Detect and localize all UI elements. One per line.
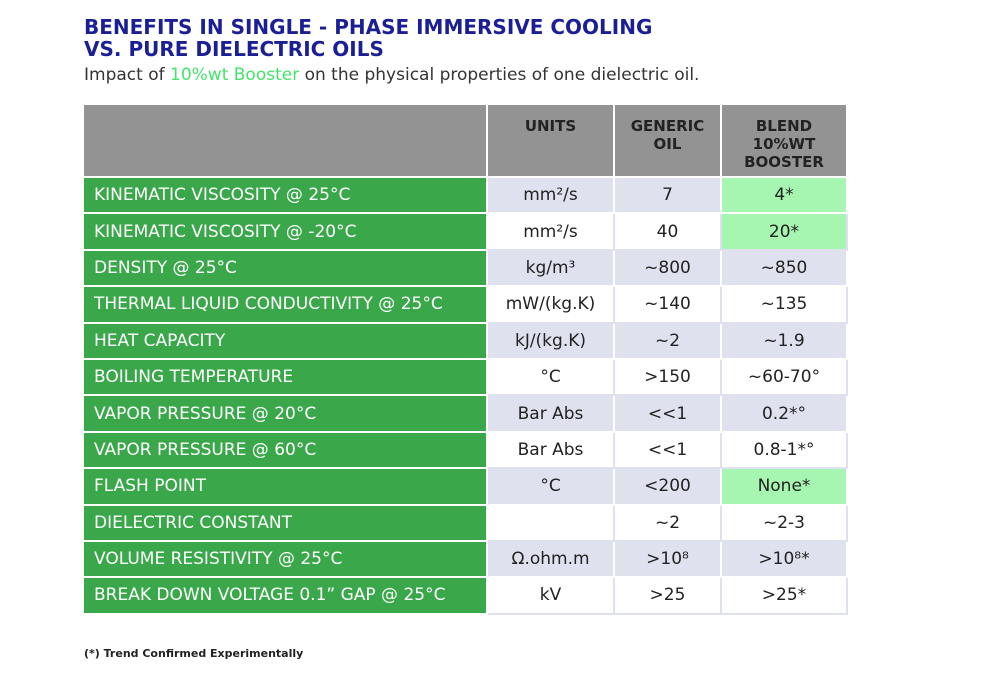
header-generic-oil bbox=[614, 105, 721, 177]
header-generic-oil-line: GENERIC bbox=[630, 117, 705, 135]
property-cell: BREAK DOWN VOLTAGE 0.1” GAP @ 25°C bbox=[84, 577, 487, 613]
blend-booster-cell: 0.2*° bbox=[721, 395, 847, 431]
property-cell: DENSITY @ 25°C bbox=[84, 250, 487, 286]
table-row bbox=[84, 468, 847, 504]
units-cell: Bar Abs bbox=[487, 395, 614, 431]
units-cell: kJ/(kg.K) bbox=[487, 323, 614, 359]
table-row bbox=[84, 505, 847, 541]
properties-table bbox=[84, 105, 848, 615]
header-blend-booster-line: BOOSTER bbox=[744, 153, 824, 171]
subtitle bbox=[84, 64, 699, 86]
units-cell: kV bbox=[487, 577, 614, 613]
table-row bbox=[84, 395, 847, 431]
header-blend-booster-line: 10%WT bbox=[752, 135, 816, 153]
title-line-1: BENEFITS IN SINGLE - PHASE IMMERSIVE COOLING bbox=[84, 15, 653, 39]
generic-oil-cell: >25 bbox=[614, 577, 721, 613]
table-row bbox=[84, 177, 847, 213]
table-row bbox=[84, 323, 847, 359]
generic-oil-cell: ~140 bbox=[614, 286, 721, 322]
generic-oil-cell: >150 bbox=[614, 359, 721, 395]
units-cell: mW/(kg.K) bbox=[487, 286, 614, 322]
blend-booster-cell: >25* bbox=[721, 577, 847, 613]
units-cell: mm²/s bbox=[487, 177, 614, 213]
property-cell: THERMAL LIQUID CONDUCTIVITY @ 25°C bbox=[84, 286, 487, 322]
property-cell: KINEMATIC VISCOSITY @ -20°C bbox=[84, 213, 487, 249]
table-body bbox=[84, 177, 847, 614]
units-cell bbox=[487, 505, 614, 541]
property-cell: VAPOR PRESSURE @ 20°C bbox=[84, 395, 487, 431]
units-cell: mm²/s bbox=[487, 213, 614, 249]
generic-oil-cell: 7 bbox=[614, 177, 721, 213]
table-row bbox=[84, 286, 847, 322]
blend-booster-cell: ~135 bbox=[721, 286, 847, 322]
subtitle-prefix: Impact of bbox=[84, 65, 170, 85]
header-property bbox=[84, 105, 487, 177]
blend-booster-cell: ~850 bbox=[721, 250, 847, 286]
blend-booster-cell: ~1.9 bbox=[721, 323, 847, 359]
footnote: (*) Trend Confirmed Experimentally bbox=[84, 647, 304, 660]
blend-booster-cell: ~60-70° bbox=[721, 359, 847, 395]
property-cell: VAPOR PRESSURE @ 60°C bbox=[84, 432, 487, 468]
units-cell: Ω.ohm.m bbox=[487, 541, 614, 577]
header-row bbox=[84, 105, 847, 177]
generic-oil-cell: <<1 bbox=[614, 395, 721, 431]
subtitle-highlight: 10%wt Booster bbox=[170, 65, 300, 85]
header-blend-booster-line: BLEND bbox=[755, 117, 813, 135]
generic-oil-cell: ~2 bbox=[614, 323, 721, 359]
blend-booster-cell: ~2-3 bbox=[721, 505, 847, 541]
generic-oil-cell: <200 bbox=[614, 468, 721, 504]
header-units-line: UNITS bbox=[524, 117, 577, 135]
title-line-2: VS. PURE DIELECTRIC OILS bbox=[84, 37, 384, 61]
property-cell: VOLUME RESISTIVITY @ 25°C bbox=[84, 541, 487, 577]
property-cell: HEAT CAPACITY bbox=[84, 323, 487, 359]
header-units bbox=[487, 105, 614, 177]
generic-oil-cell: >10⁸ bbox=[614, 541, 721, 577]
table-row bbox=[84, 432, 847, 468]
property-cell: BOILING TEMPERATURE bbox=[84, 359, 487, 395]
units-cell: °C bbox=[487, 468, 614, 504]
table-row bbox=[84, 213, 847, 249]
blend-booster-cell: >10⁸* bbox=[721, 541, 847, 577]
blend-booster-cell: 0.8-1*° bbox=[721, 432, 847, 468]
blend-booster-cell: None* bbox=[721, 468, 847, 504]
units-cell: Bar Abs bbox=[487, 432, 614, 468]
property-cell: DIELECTRIC CONSTANT bbox=[84, 505, 487, 541]
subtitle-suffix: on the physical properties of one dielectric oil. bbox=[299, 65, 700, 85]
blend-booster-cell: 4* bbox=[721, 177, 847, 213]
units-cell: kg/m³ bbox=[487, 250, 614, 286]
table-row bbox=[84, 541, 847, 577]
header-blend-booster bbox=[721, 105, 847, 177]
property-cell: FLASH POINT bbox=[84, 468, 487, 504]
header-generic-oil-line: OIL bbox=[653, 135, 682, 153]
generic-oil-cell: <<1 bbox=[614, 432, 721, 468]
table-row bbox=[84, 577, 847, 613]
page-title bbox=[84, 16, 652, 60]
generic-oil-cell: ~2 bbox=[614, 505, 721, 541]
generic-oil-cell: 40 bbox=[614, 213, 721, 249]
blend-booster-cell: 20* bbox=[721, 213, 847, 249]
table-row bbox=[84, 359, 847, 395]
generic-oil-cell: ~800 bbox=[614, 250, 721, 286]
table-row bbox=[84, 250, 847, 286]
units-cell: °C bbox=[487, 359, 614, 395]
property-cell: KINEMATIC VISCOSITY @ 25°C bbox=[84, 177, 487, 213]
